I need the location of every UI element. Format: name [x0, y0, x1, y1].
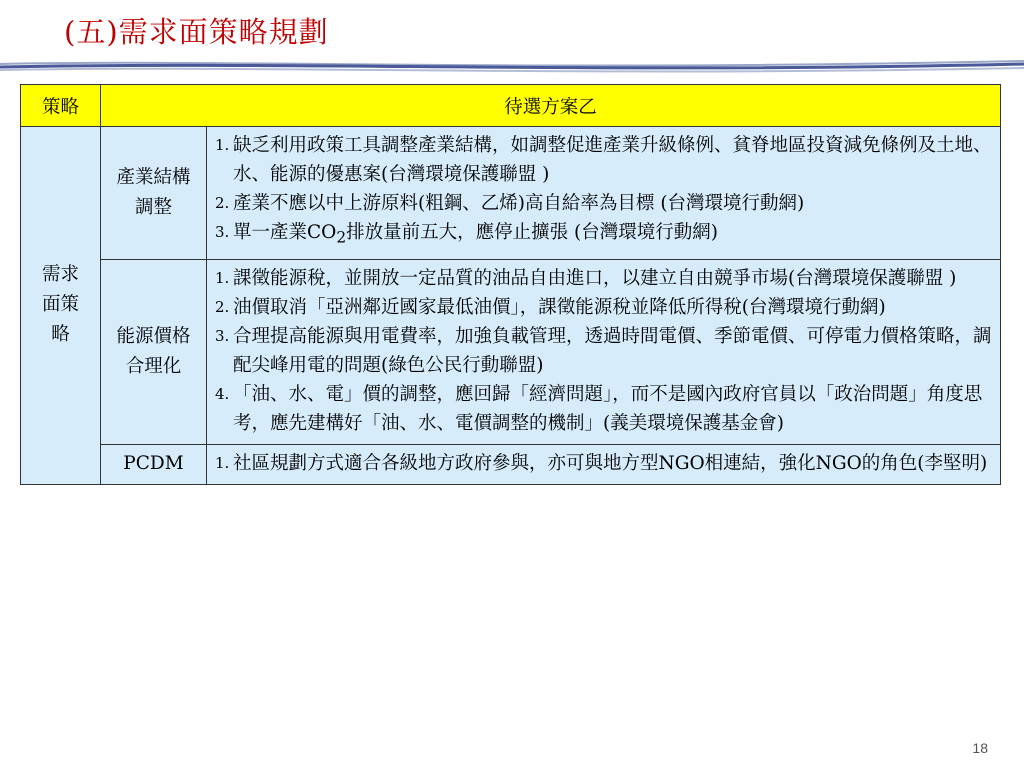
item-number: 1.	[215, 268, 230, 287]
item-list	[207, 445, 1000, 484]
list-item	[215, 293, 992, 322]
table-row	[21, 444, 1001, 484]
category-label: PCDM	[123, 453, 184, 475]
page-number: 18	[972, 740, 988, 756]
list-item	[215, 449, 992, 478]
item-text-part: 單一產業CO	[233, 222, 337, 243]
category-cell	[101, 259, 207, 444]
category-label: 產業結構調整	[116, 166, 191, 218]
item-number: 3.	[215, 223, 230, 241]
header-strategy: 策略	[21, 85, 101, 127]
item-list	[207, 127, 1000, 259]
list-item	[215, 380, 992, 438]
table-row	[21, 127, 1001, 260]
item-text: 產業不應以中上游原料(粗鋼、乙烯)高自給率為目標 (台灣環境行動網)	[233, 193, 805, 214]
item-list	[207, 260, 1000, 444]
item-subscript: 2	[336, 228, 347, 247]
item-text: 課徵能源稅，並開放一定品質的油品自由進口，以建立自由競爭市場(台灣環境保護聯盟 )	[233, 267, 957, 289]
item-number: 2.	[215, 297, 230, 316]
item-text: 「油、水、電」價的調整，應回歸「經濟問題」，而不是國內政府官員以「政治問題」角度思考，應先建構好「油、水、電價調整的機制」(義美環境保護基金會)	[233, 383, 983, 434]
item-text: 油價取消「亞洲鄰近國家最低油價」，課徵能源稅並降低所得稅(台灣環境行動網)	[233, 296, 886, 318]
group-label	[21, 127, 101, 485]
title-divider	[0, 56, 1024, 80]
item-text	[233, 218, 992, 253]
item-number: 1.	[215, 136, 230, 154]
slide-title: (五)需求面策略規劃	[64, 15, 329, 49]
list-item	[215, 131, 992, 189]
items-cell	[207, 259, 1001, 444]
item-text: 缺乏利用政策工具調整產業結構，如調整促進產業升級條例、貧脊地區投資減免條例及土地、水、能源的優惠案(台灣環境保護聯盟 )	[233, 135, 992, 185]
item-text: 社區規劃方式適合各級地方政府參與，亦可與地方型NGO相連結，強化NGO的角色(李堅明)	[233, 452, 988, 474]
item-number: 3.	[215, 326, 230, 345]
list-item	[215, 218, 992, 253]
strategy-table	[20, 84, 1001, 485]
list-item	[215, 189, 992, 218]
category-cell	[101, 444, 207, 484]
table-header-row	[21, 85, 1001, 127]
items-cell	[207, 444, 1001, 484]
item-number: 4.	[215, 384, 230, 403]
category-cell	[101, 127, 207, 260]
list-item	[215, 264, 992, 293]
items-cell	[207, 127, 1001, 260]
category-label: 能源價格合理化	[116, 325, 191, 377]
item-number: 1.	[215, 453, 230, 472]
table-row	[21, 259, 1001, 444]
item-text-part: 排放量前五大，應停止擴張 (台灣環境行動網)	[346, 222, 718, 243]
item-text: 合理提高能源與用電費率，加強負載管理，透過時間電價、季節電價、可停電力價格策略，調配尖峰用電的問題(綠色公民行動聯盟)	[233, 325, 992, 376]
group-label-text: 需求面策略	[41, 264, 79, 346]
item-number: 2.	[215, 194, 230, 212]
list-item	[215, 322, 992, 380]
header-plan: 待選方案乙	[101, 85, 1001, 127]
